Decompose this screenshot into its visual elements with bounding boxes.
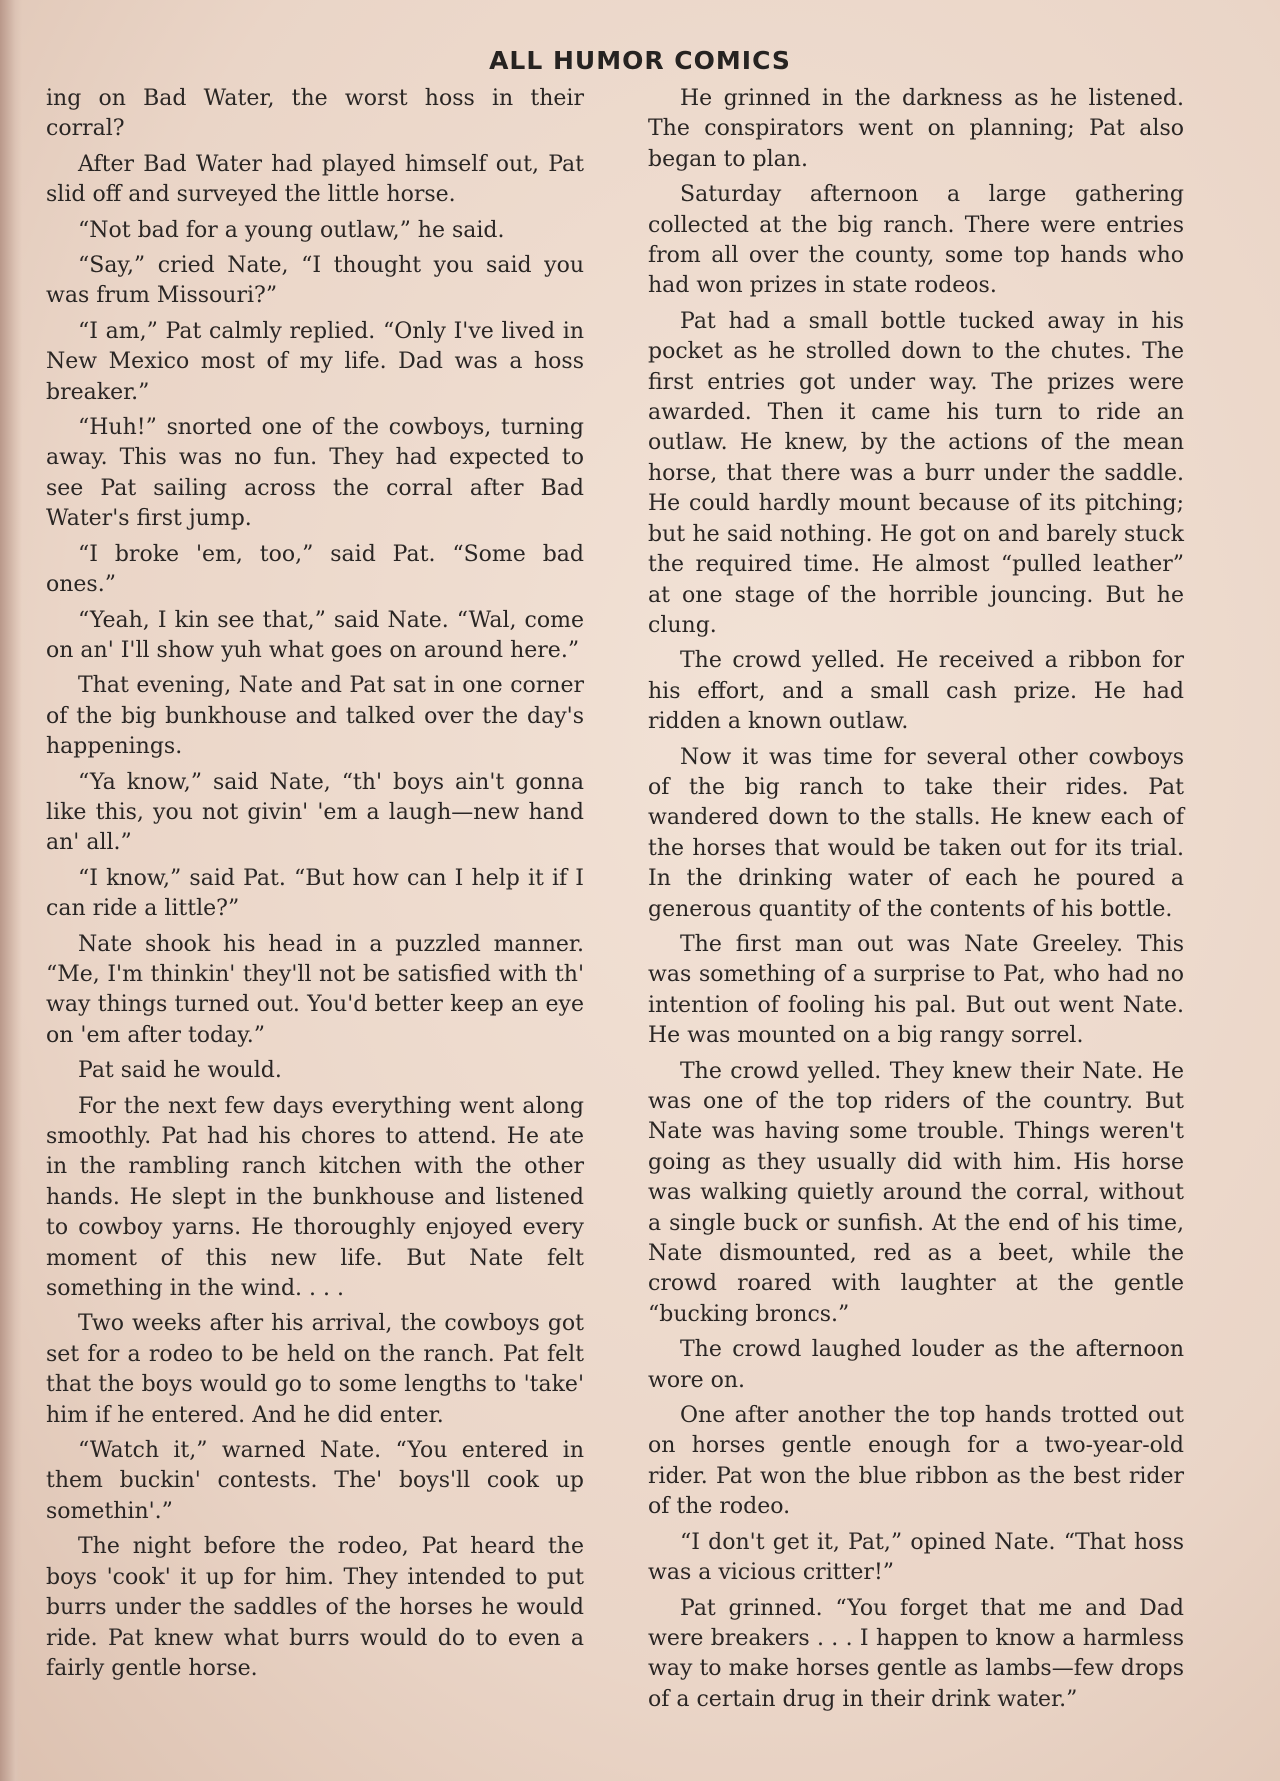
paragraph: The night before the rodeo, Pat heard the boys 'cook' it up for him. They intended to put burrs under the saddles of the horses he would ride. Pat knew what burrs would do to even a fairly gentle horse. (46, 1534, 584, 1681)
paragraph: Pat grinned. “You forget that me and Dad were breakers . . . I happen to know a harmless way to make horses gentle as lambs—few drops of a certain drug in their drink water.” (648, 1595, 1184, 1712)
paragraph: Pat had a small bottle tucked away in his pocket as he strolled down to the chutes. The first entries got under way. The prizes were awarded. Then it came his turn to ride an outlaw. He knew, by the actions of the mean horse, that there was a burr under the saddle. He could hardly mount because of its pitching; but he said nothing. He got on and barely stuck the required time. He almost “pulled leather” at one stage of the horrible jouncing. But he clung. (648, 308, 1184, 638)
paragraph: “I am,” Pat calmly replied. “Only I've lived in New Mexico most of my life. Dad was a hoss breaker.” (46, 318, 584, 405)
paragraph: For the next few days everything went along smoothly. Pat had his chores to attend. He ate in the rambling ranch kitchen with the other hands. He slept in the bunkhouse and listened to cowboy yarns. He thoroughly enjoyed every moment of this new life. But Nate felt something in the wind. . . . (46, 1093, 584, 1302)
paragraph: He grinned in the darkness as he listened. The conspirators went on planning; Pat also began to plan. (648, 86, 1184, 172)
paragraph: The crowd yelled. He received a ribbon for his effort, and a small cash prize. He had ridden a known outlaw. (648, 648, 1184, 735)
paragraph: The first man out was Nate Greeley. This was something of a surprise to Pat, who had no intention of fooling his pal. But out went Nate. He was mounted on a big rangy sorrel. (648, 931, 1184, 1049)
paragraph: “Huh!” snorted one of the cowboys, turning away. This was no fun. They had expected to see Pat sailing across the corral after Bad Water's first jump. (46, 415, 584, 532)
paragraph: “I know,” said Pat. “But how can I help it if I can ride a little?” (46, 865, 584, 922)
paragraph: The crowd laughed louder as the afternoon wore on. (648, 1337, 1184, 1393)
page-header: ALL HUMOR COMICS (489, 46, 791, 75)
paragraph: Now it was time for several other cowboys of the big ranch to take their rides. Pat wandered down to the stalls. He knew each of the horses that would be taken out for its trial. In the drinking water of each he poured a generous quantity of the contents of his bottle. (648, 744, 1184, 922)
left-column (46, 84, 584, 1689)
paragraph: Two weeks after his arrival, the cowboys got set for a rodeo to be held on the ranch. Pat felt that the boys would go to some lengths to 'take' him if he entered. And he did enter. (46, 1311, 584, 1428)
paragraph: “Ya know,” said Nate, “th' boys ain't gonna like this, you not givin' 'em a laugh—new hand an' all.” (46, 769, 584, 856)
paragraph: “I don't get it, Pat,” opined Nate. “That hoss was a vicious critter!” (648, 1529, 1184, 1586)
right-column (648, 84, 1184, 1720)
paragraph: Pat said he would. (78, 1058, 282, 1084)
paragraph: After Bad Water had played himself out, Pat slid off and surveyed the little horse. (46, 151, 584, 208)
paragraph: Saturday afternoon a large gathering collected at the big ranch. There were entries from all over the county, some top hands who had won prizes in state rodeos. (648, 182, 1184, 299)
paragraph: “Watch it,” warned Nate. “You entered in them buckin' contests. The' boys'll cook up somethin'.” (46, 1438, 584, 1524)
paragraph: “Not bad for a young outlaw,” he said. (78, 217, 505, 243)
paragraph: That evening, Nate and Pat sat in one corner of the big bunkhouse and talked over the day's happenings. (46, 673, 584, 760)
paragraph: ing on Bad Water, the worst hoss in their corral? (46, 86, 584, 142)
paragraph: One after another the top hands trotted out on horses gentle enough for a two-year-old rider. Pat won the blue ribbon as the best rider of the rodeo. (648, 1403, 1184, 1520)
page-spine-shadow (0, 0, 22, 1781)
paragraph: Nate shook his head in a puzzled manner. “Me, I'm thinkin' they'll not be satisfied with th' way things turned out. You'd better keep an eye on 'em after today.” (46, 931, 584, 1048)
paragraph: “Say,” cried Nate, “I thought you said you was frum Missouri?” (46, 253, 584, 309)
paragraph: The crowd yelled. They knew their Nate. He was one of the top riders of the country. But Nate was having some trouble. Things weren't going as they usually did with him. His horse was walking quietly around the corral, without a single buck or sunfish. At the end of his time, Nate dismounted, red as a beet, while the crowd roared with laughter at the gentle “bucking broncs.” (648, 1058, 1184, 1327)
paragraph: “I broke 'em, too,” said Pat. “Some bad ones.” (46, 541, 584, 598)
paragraph: “Yeah, I kin see that,” said Nate. “Wal, come on an' I'll show yuh what goes on around here.” (46, 607, 584, 663)
